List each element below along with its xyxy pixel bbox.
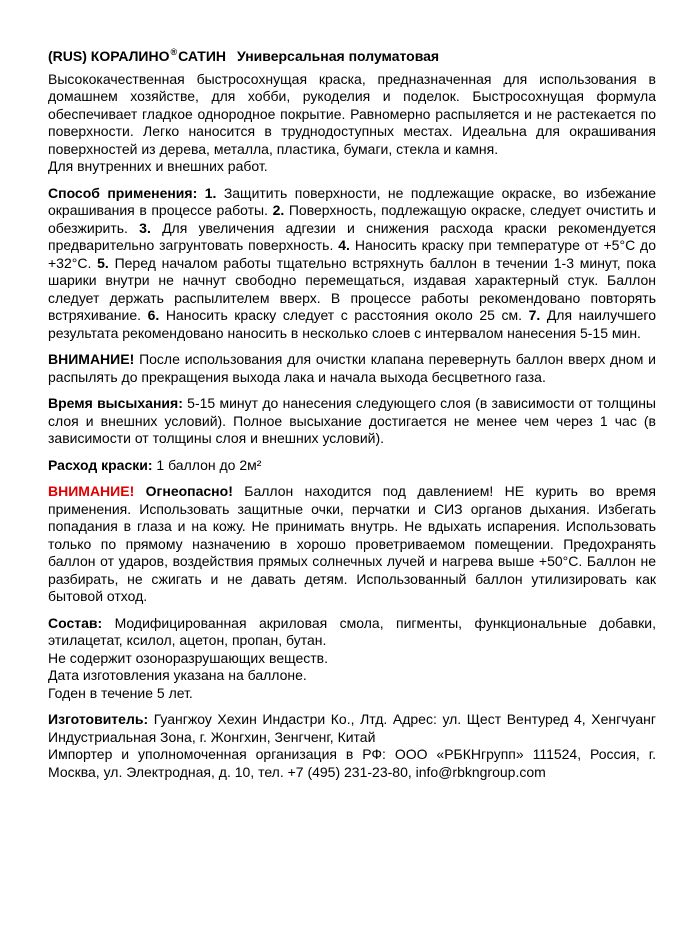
usage-step-number: 4. xyxy=(338,237,350,253)
composition-note-ozone: Не содержит озоноразрушающих веществ. xyxy=(48,649,329,666)
usage-step-number: 1. xyxy=(204,184,217,201)
drying-time-section xyxy=(48,395,656,448)
importer-text: Импортер и уполномоченная организация в РФ: ООО «РБКНгрупп» 111524, Россия, г. Москва, ул. Электродная, д. 10, тел. +7 (495) 231-23-80, info@rbkngroup.com xyxy=(48,746,656,780)
fire-warning-section xyxy=(48,483,656,606)
usage-section xyxy=(48,185,656,343)
manufacturer-text: Гуангжоу Хехин Индастри Ко., Лтд. Адрес: ул. Щест Вентуред 4, Хенгчуанг Индустриальная Зона, г. Жонгхин, Зенгченг, Китай xyxy=(48,711,657,745)
composition-note-date: Дата изготовления указана на баллоне. xyxy=(48,667,307,683)
registered-trademark-icon: ® xyxy=(170,47,178,57)
consumption-heading: Расход краски: xyxy=(48,456,153,473)
valve-warning-paragraph xyxy=(48,351,656,386)
valve-warning-heading: ВНИМАНИЕ! xyxy=(48,351,135,367)
consumption-value: 1 баллон до 2м² xyxy=(156,456,262,473)
product-brand-name: (RUS) КОРАЛИНО xyxy=(48,48,170,64)
usage-step-text: Защитить поверхности, не подлежащие окраске, во избежание окрашивания в процессе работы. xyxy=(48,184,657,218)
drying-time-paragraph xyxy=(48,395,656,448)
usage-step-number: 5. xyxy=(97,254,109,271)
composition-note-shelf-life: Годен в течение 5 лет. xyxy=(48,684,193,701)
composition-text: Модифицированная акриловая смола, пигменты, функциональные добавки, этилацетат, ксилол, ацетон, пропан, бутан. xyxy=(48,614,656,648)
fire-warning-paragraph xyxy=(48,483,656,606)
consumption-section xyxy=(48,457,656,475)
product-line-name: САТИН xyxy=(178,48,227,64)
intro-scope-line: Для внутренних и внешних работ. xyxy=(48,158,268,174)
usage-step-text: Для наилучшего результата рекомендовано наносить в несколько слоев с интервалом нанесения 5-15 мин. xyxy=(48,307,656,341)
usage-step-number: 2. xyxy=(272,202,285,218)
usage-step-number: 7. xyxy=(528,307,541,323)
manufacturer-heading: Изготовитель: xyxy=(48,711,149,727)
intro-section xyxy=(48,71,656,176)
composition-heading: Состав: xyxy=(48,614,103,631)
product-title xyxy=(48,44,656,66)
fire-warning-text: Баллон находится под давлением! НЕ курить во время применения. Использовать защитные очки, перчатки и СИЗ органов дыхания. Избегать попадания в глаза и на кожу. Не принимать внутрь. Не вдыхать испарения. Использовать только по прямому назначению в хорошо проветриваемом помещении. Предохранять баллон от ударов, воздействия прямых солнечных лучей и нагрева выше +50°С. Баллон не разбирать, не сжигать и не давать детям. Использованный баллон утилизировать как бытовой отход. xyxy=(48,483,657,604)
consumption-paragraph xyxy=(48,457,656,475)
composition-section xyxy=(48,615,656,703)
drying-time-text: 5-15 минут до нанесения следующего слоя (в зависимости от толщины слоя и внешних условий). Полное высыхание достигается не менее чем через 1 час (в зависимости от толщины слоя и внешних условий). xyxy=(48,395,656,446)
fire-warning-attention-label: ВНИМАНИЕ! xyxy=(48,483,135,499)
manufacturer-paragraph xyxy=(48,711,656,746)
usage-paragraph xyxy=(48,185,656,343)
usage-step-text: Наносить краску при температуре от +5°С до +32°С. xyxy=(48,237,657,271)
manufacturer-section xyxy=(48,711,656,781)
usage-heading: Способ применения: xyxy=(48,184,198,201)
drying-time-heading: Время высыхания: xyxy=(48,395,183,411)
valve-warning-text: После использования для очистки клапана перевернуть баллон вверх дном и распылять до прекращения выхода лака и начала выхода бесцветного газа. xyxy=(48,351,656,385)
usage-step-number: 6. xyxy=(147,307,160,323)
intro-paragraph: Высококачественная быстросохнущая краска, предназначенная для использования в домашнем хозяйстве, для хобби, рукоделия и поделок. Быстросохнущая формула обеспечивает гладкое однородное покрытие. Равномерно распыляется и не растекается по поверхности. Легко наносится в труднодоступных местах. Идеальна для окрашивания поверхностей из дерева, металла, пластика, бумаги, стекла и камня. xyxy=(48,70,656,157)
usage-step-number: 3. xyxy=(139,219,151,236)
usage-step-text: Поверхность, подлежащую окраске, следует очистить и обезжирить. xyxy=(48,202,656,236)
product-subtitle: Универсальная полуматовая xyxy=(237,48,440,64)
usage-step-text: Наносить краску следует с расстояния около 25 см. xyxy=(165,307,523,323)
valve-warning-section xyxy=(48,351,656,386)
usage-step-text: Перед началом работы тщательно встряхнуть баллон в течении 1-3 минут, пока шарики внутри не начнут свободно перемещаться, издавая характерный стук. Баллон следует держать распылителем вверх. В процессе работы рекомендовано повторять встряхивание. xyxy=(48,254,657,323)
composition-paragraph xyxy=(48,615,656,650)
fire-warning-flammable-label: Огнеопасно! xyxy=(145,483,233,499)
usage-step-text: Для увеличения адгезии и снижения расхода краски рекомендуется предварительно загрунтовать поверхность. xyxy=(48,219,657,253)
